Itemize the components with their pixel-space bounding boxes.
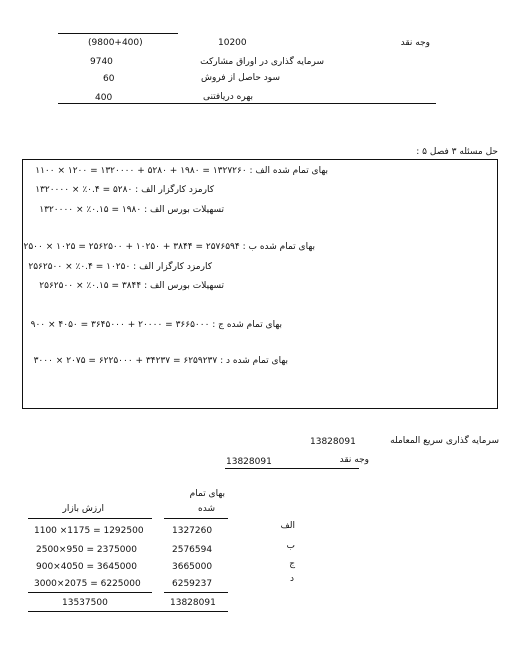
journal1-row-label: سود حاصل از فروش	[201, 73, 280, 83]
row-label: الف	[280, 521, 295, 531]
calc-line-cost-a: بهای تمام شده الف : ۱۳۲۷۲۶۰ = ۱۹۸۰ + ۵۲۸۰ + ۱۳۲۰۰۰۰ = ۱۲۰۰ × ۱۱۰۰	[35, 166, 328, 176]
journal1-row-amount: 60	[103, 74, 115, 84]
calc-line-cost-d: بهای تمام شده د : ۶۲۵۹۲۳۷ = ۳۴۲۳۷ + ۶۲۲۵۰۰۰ = ۲۰۷۵ × ۳۰۰۰	[33, 356, 288, 366]
row-cost: 1327260	[172, 526, 213, 536]
calc-line-exchange-a: تسهیلات بورس الف : ۱۹۸۰ = ۰.۱۵٪ × ۱۳۲۰۰۰۰	[39, 205, 224, 215]
calc-line-broker-a: کارمزد کارگزار الف : ۵۲۸۰ = ۰.۴٪ × ۱۳۲۰۰۰۰	[35, 185, 214, 195]
calc-line-broker-b: کارمزد کارگزار الف : ۱۰۲۵۰ = ۰.۴٪ × ۲۵۶۲۵۰۰	[28, 262, 212, 272]
total-market: 13537500	[62, 598, 108, 608]
total-market-rule	[28, 592, 152, 593]
row-cost: 3665000	[172, 562, 213, 572]
row-cost: 6259237	[172, 579, 213, 589]
journal1-row-label: بهره دریافتنی	[202, 92, 253, 102]
total-cost-rule	[164, 592, 228, 593]
header-cost-line2: شده	[198, 504, 215, 514]
journal1-formula: (9800+400)	[88, 38, 143, 48]
journal1-row-label: سرمایه گذاری در اوراق مشارکت	[200, 57, 324, 67]
journal2-debit-amount: 13828091	[310, 437, 356, 447]
journal1-cash-amount: 10200	[218, 38, 247, 48]
journal2-credit-label: وجه نقد	[339, 455, 369, 465]
calc-line-cost-c: بهای تمام شده ج : ۳۶۶۵۰۰۰ = ۲۰۰۰۰ + ۳۶۴۵۰۰۰ = ۴۰۵۰ × ۹۰۰	[30, 320, 282, 330]
total-bottom-rule	[28, 611, 228, 612]
header-cost-rule	[164, 518, 228, 519]
journal2-debit-label: سرمایه گذاری سریع المعامله	[390, 436, 499, 446]
journal2-credit-amount: 13828091	[226, 457, 272, 467]
journal1-top-rule	[58, 33, 178, 34]
row-label: ب	[286, 541, 295, 551]
journal1-row-amount: 400	[95, 93, 113, 103]
problem-title: حل مسئله ۳ فصل ۵ :	[416, 147, 498, 157]
row-market: 3000×2075 = 6225000	[34, 579, 141, 589]
journal2-rule	[225, 468, 359, 469]
header-cost-line1: بهای تمام	[189, 489, 225, 499]
header-market: ارزش بازار	[62, 504, 104, 514]
row-market: 900×4050 = 3645000	[36, 562, 137, 572]
journal1-row-amount: 9740	[90, 57, 113, 67]
total-cost: 13828091	[170, 598, 216, 608]
row-label: ج	[289, 559, 295, 569]
calc-line-exchange-b: تسهیلات بورس الف : ۳۸۴۴ = ۰.۱۵٪ × ۲۵۶۲۵۰۰	[39, 281, 224, 291]
journal1-cash-label: وجه نقد	[400, 38, 430, 48]
row-market: 2500×950 = 2375000	[36, 545, 137, 555]
header-market-rule	[28, 518, 152, 519]
row-market: 1100 ×1175 = 1292500	[34, 526, 144, 536]
row-label: د	[289, 574, 294, 584]
calc-line-cost-b: بهای تمام شده ب : ۲۵۷۶۵۹۴ = ۳۸۴۴ + ۱۰۲۵۰ + ۲۵۶۲۵۰۰ = ۱۰۲۵ × ۲۵۰۰	[23, 242, 315, 252]
journal1-bottom-rule	[58, 103, 436, 104]
row-cost: 2576594	[172, 545, 213, 555]
